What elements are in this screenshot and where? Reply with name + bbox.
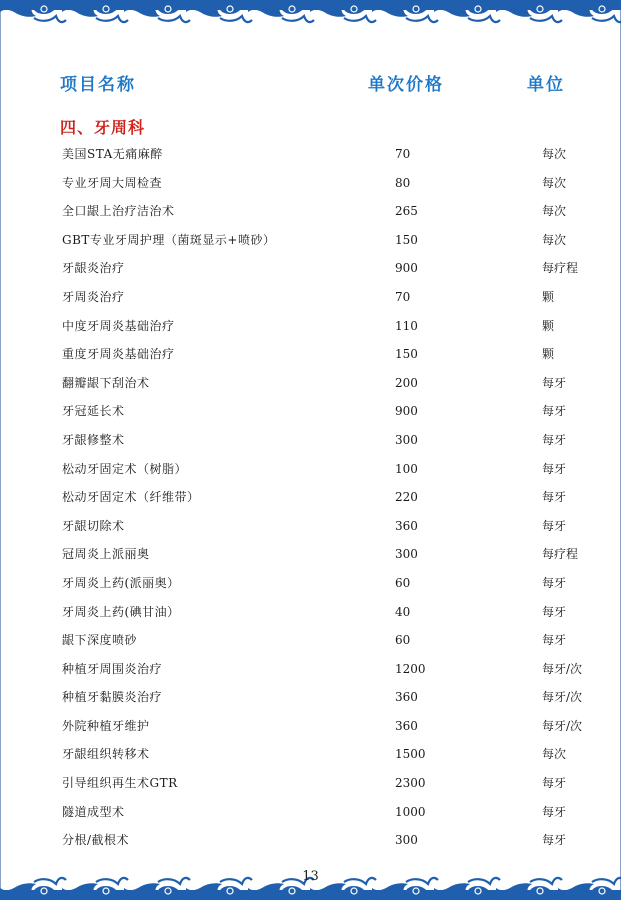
item-price: 1200 bbox=[395, 661, 426, 676]
table-header bbox=[0, 68, 621, 96]
section-title: 四、牙周科 bbox=[60, 118, 146, 137]
item-price: 70 bbox=[395, 289, 411, 304]
item-unit: 每次 bbox=[542, 204, 567, 219]
item-unit: 每牙/次 bbox=[542, 718, 583, 733]
item-unit: 每牙 bbox=[542, 575, 567, 590]
item-price: 80 bbox=[395, 175, 411, 190]
table-row bbox=[0, 254, 621, 283]
item-unit: 每次 bbox=[542, 147, 567, 161]
item-price: 300 bbox=[395, 432, 418, 447]
item-name: 专业牙周大周检查 bbox=[62, 175, 163, 190]
item-price: 300 bbox=[395, 833, 418, 848]
item-unit: 每牙 bbox=[542, 432, 567, 447]
column-header-name: 项目名称 bbox=[60, 75, 136, 95]
item-name: 种植牙黏膜炎治疗 bbox=[62, 690, 163, 705]
item-name: 重度牙周炎基础治疗 bbox=[62, 347, 175, 362]
item-unit: 颗 bbox=[542, 347, 555, 362]
page-number: 13 bbox=[302, 869, 319, 884]
table-row bbox=[0, 455, 621, 484]
item-price: 70 bbox=[395, 147, 411, 161]
item-name: 牙周炎上药(碘甘油） bbox=[62, 604, 180, 619]
item-name: 全口龈上治疗洁治术 bbox=[62, 204, 175, 219]
table-row bbox=[0, 426, 621, 455]
item-unit: 每牙 bbox=[542, 404, 567, 419]
item-unit: 每牙 bbox=[542, 833, 567, 848]
item-unit: 每次 bbox=[542, 747, 567, 762]
item-name: 牙周炎治疗 bbox=[62, 289, 125, 304]
table-row bbox=[0, 540, 621, 569]
item-name: 牙龈切除术 bbox=[62, 518, 125, 533]
item-price: 150 bbox=[395, 347, 418, 362]
item-name: 种植牙周围炎治疗 bbox=[62, 661, 163, 676]
item-name: 分根/截根术 bbox=[62, 833, 130, 848]
table-row bbox=[0, 798, 621, 827]
item-name: 冠周炎上派丽奥 bbox=[62, 547, 150, 562]
item-unit: 颗 bbox=[542, 289, 555, 304]
table-row bbox=[0, 769, 621, 798]
item-unit: 每牙 bbox=[542, 633, 567, 648]
item-unit: 每牙 bbox=[542, 804, 567, 819]
item-name: 美国STA无痛麻醉 bbox=[62, 147, 163, 161]
table-row bbox=[0, 140, 621, 169]
decorative-cloud-border-top bbox=[0, 0, 621, 34]
item-price: 265 bbox=[395, 204, 418, 219]
item-name: 牙龈炎治疗 bbox=[62, 261, 125, 276]
table-row bbox=[0, 369, 621, 398]
table-row bbox=[0, 683, 621, 712]
price-list bbox=[0, 140, 621, 855]
table-row bbox=[0, 512, 621, 541]
item-unit: 每牙 bbox=[542, 604, 567, 619]
item-unit: 每次 bbox=[542, 175, 567, 190]
table-row bbox=[0, 483, 621, 512]
item-price: 60 bbox=[395, 575, 411, 590]
table-row bbox=[0, 226, 621, 255]
item-price: 1500 bbox=[395, 747, 426, 762]
table-row bbox=[0, 312, 621, 341]
item-name: 松动牙固定术（纤维带） bbox=[62, 490, 200, 505]
item-name: 牙冠延长术 bbox=[62, 404, 125, 419]
item-price: 360 bbox=[395, 518, 418, 533]
table-row bbox=[0, 397, 621, 426]
item-name: 牙龈组织转移术 bbox=[62, 747, 150, 762]
item-unit: 每疗程 bbox=[542, 547, 579, 562]
table-row bbox=[0, 569, 621, 598]
table-row bbox=[0, 655, 621, 684]
item-price: 200 bbox=[395, 375, 418, 390]
item-unit: 每次 bbox=[542, 232, 567, 247]
item-name: 牙周炎上药(派丽奥） bbox=[62, 575, 180, 590]
item-name: 龈下深度喷砂 bbox=[62, 633, 138, 648]
item-price: 220 bbox=[395, 490, 418, 505]
item-name: 隧道成型术 bbox=[62, 804, 125, 819]
item-name: 翻瓣龈下刮治术 bbox=[62, 375, 150, 390]
item-price: 360 bbox=[395, 718, 418, 733]
table-row bbox=[0, 169, 621, 198]
item-unit: 每牙 bbox=[542, 375, 567, 390]
item-name: 引导组织再生术GTR bbox=[62, 776, 178, 791]
item-unit: 每牙 bbox=[542, 461, 567, 476]
item-price: 360 bbox=[395, 690, 418, 705]
item-price: 1000 bbox=[395, 804, 426, 819]
item-price: 2300 bbox=[395, 776, 426, 791]
table-row bbox=[0, 826, 621, 855]
item-price: 100 bbox=[395, 461, 418, 476]
item-unit: 每牙/次 bbox=[542, 690, 583, 705]
item-price: 110 bbox=[395, 318, 418, 333]
column-header-unit: 单位 bbox=[527, 75, 565, 95]
item-name: 牙龈修整术 bbox=[62, 432, 125, 447]
item-price: 900 bbox=[395, 404, 418, 419]
item-unit: 每牙 bbox=[542, 518, 567, 533]
table-row bbox=[0, 626, 621, 655]
item-price: 40 bbox=[395, 604, 411, 619]
item-name: 松动牙固定术（树脂） bbox=[62, 461, 188, 476]
item-unit: 每牙 bbox=[542, 776, 567, 791]
item-price: 60 bbox=[395, 633, 411, 648]
table-row bbox=[0, 197, 621, 226]
item-name: GBT专业牙周护理（菌斑显示+喷砂） bbox=[62, 232, 276, 247]
table-row bbox=[0, 340, 621, 369]
item-unit: 每疗程 bbox=[542, 261, 579, 276]
table-row bbox=[0, 712, 621, 741]
table-row bbox=[0, 740, 621, 769]
item-name: 中度牙周炎基础治疗 bbox=[62, 318, 175, 333]
item-unit: 每牙 bbox=[542, 490, 567, 505]
item-unit: 颗 bbox=[542, 318, 555, 333]
item-name: 外院种植牙维护 bbox=[62, 718, 150, 733]
table-row bbox=[0, 598, 621, 627]
table-row bbox=[0, 283, 621, 312]
column-header-price: 单次价格 bbox=[368, 75, 444, 95]
item-unit: 每牙/次 bbox=[542, 661, 583, 676]
item-price: 150 bbox=[395, 232, 418, 247]
item-price: 300 bbox=[395, 547, 418, 562]
item-price: 900 bbox=[395, 261, 418, 276]
cloud-border-top-art bbox=[0, 0, 621, 34]
